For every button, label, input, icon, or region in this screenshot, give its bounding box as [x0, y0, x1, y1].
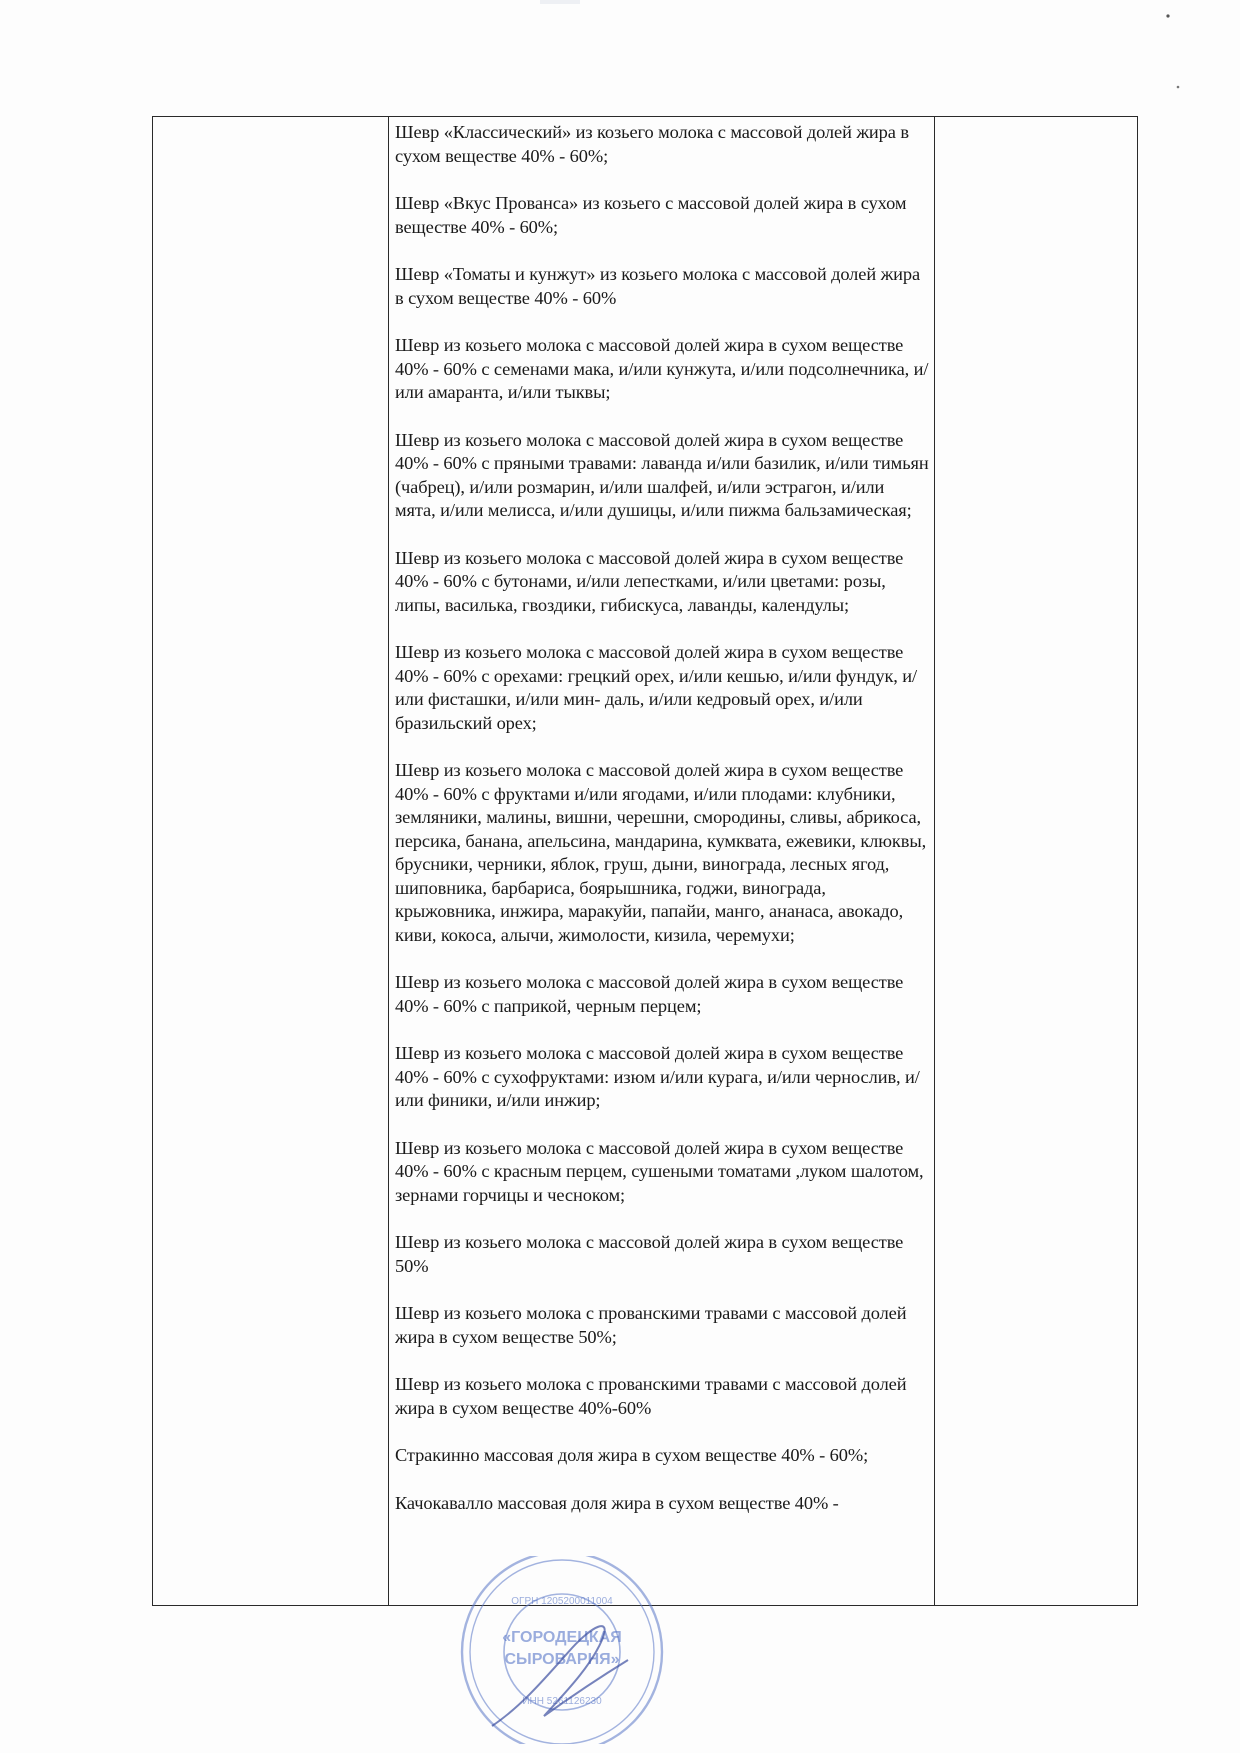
- product-list-cell: [395, 121, 929, 1605]
- column-divider-left: [388, 117, 389, 1605]
- product-entry: Качокавалло массовая доля жира в сухом веществе 40% -: [395, 1492, 839, 1513]
- seal-ogrn: ОГРН 1205200011004: [511, 1596, 613, 1607]
- product-entry: Шевр «Классический» из козьего молока с массовой долей жира в сухом веществе 40% - 60%;: [395, 122, 909, 166]
- product-entry: Шевр из козьего молока с массовой долей жира в сухом веществе 40% - 60% с красным перцем, сушеными томатами ,луком шалотом, зернами горчицы и чесноком;: [395, 1137, 924, 1205]
- product-entry: Шевр «Томаты и кунжут» из козьего молока с массовой долей жира в сухом веществе 40% - 60%: [395, 264, 921, 308]
- product-entry: Шевр «Вкус Прованса» из козьего с массовой долей жира в сухом веществе 40% - 60%;: [395, 193, 907, 237]
- product-entry: Шевр из козьего молока с массовой долей жира в сухом веществе 40% - 60% с пряными травами: лаванда и/или базилик, и/или тимьян (чабрец), и/или розмарин, и/или шалфей, и/или эстрагон, и/или мята, и/или мелисса, и/или душицы, и/или пижма бальзамическая;: [395, 429, 929, 520]
- product-entry: Шевр из козьего молока с массовой долей жира в сухом веществе 40% - 60% с паприкой, черным перцем;: [395, 972, 904, 1016]
- product-entry: Шевр из козьего молока с массовой долей жира в сухом веществе 40% - 60% с сухофруктами: изюм и/или курага, и/или чернослив, и/или финики, и/или инжир;: [395, 1043, 920, 1110]
- company-seal: [452, 1556, 672, 1744]
- seal-inn: ИНН 5261126230: [522, 1696, 602, 1707]
- column-divider-right: [934, 117, 935, 1605]
- product-entry: Шевр из козьего молока с массовой долей жира в сухом веществе 40% - 60% с фруктами и/или ягодами, и/или плодами: клубники, земляники, малины, вишни, черешни, смородины, сливы, абрикоса, персика, банана, апельсина, мандарина, кумквата, ежевики, клюквы, брусники, черники, яблок, груш, дыни, винограда, лесных ягод, шиповника, барбариса, боярышника, годжи, винограда, крыжовника, инжира, маракуйи, папайи, манго, ананаса, авокадо, киви, кокоса, алычи, жимолости, кизила, черемухи;: [395, 760, 927, 945]
- document-table: [152, 116, 1138, 1606]
- product-entry: Шевр из козьего молока с массовой долей жира в сухом веществе 40% - 60% с орехами: грецкий орех, и/или кешью, и/или фундук, и/или фисташки, и/или мин- даль, и/или кедровый орех, и/или бразильский орех;: [395, 642, 918, 733]
- scan-specks: [0, 0, 1240, 120]
- seal-title-line2: СЫРОВАРНЯ»: [504, 1651, 620, 1668]
- product-entry: Шевр из козьего молока с прованскими травами с массовой долей жира в сухом веществе 50%;: [395, 1303, 907, 1347]
- product-entry: Шевр из козьего молока с массовой долей жира в сухом веществе 50%: [395, 1232, 904, 1276]
- product-entry: Стракинно массовая доля жира в сухом веществе 40% - 60%;: [395, 1445, 869, 1465]
- product-entry: Шевр из козьего молока с прованскими травами с массовой долей жира в сухом веществе 40%-60%: [395, 1374, 907, 1418]
- product-entry: Шевр из козьего молока с массовой долей жира в сухом веществе 40% - 60% с бутонами, и/или лепестками, и/или цветами: розы, липы, василька, гвоздики, гибискуса, лаванды, календулы;: [395, 547, 904, 615]
- seal-title-line1: «ГОРОДЕЦКАЯ: [502, 1629, 622, 1646]
- product-entry: Шевр из козьего молока с массовой долей жира в сухом веществе 40% - 60% с семенами мака, и/или кунжута, и/или подсолнечника, и/или амаранта, и/или тыквы;: [395, 335, 929, 402]
